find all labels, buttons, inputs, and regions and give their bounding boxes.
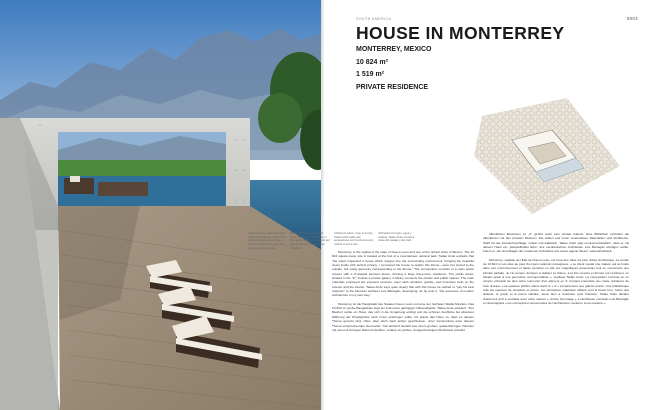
project-site-area: 10 824 m² xyxy=(356,59,388,66)
photo-caption-es: Utilizando hormigón, agua y madera, Tadao Ando enmarca vistas del paisaje y del cielo. xyxy=(378,232,414,243)
house-photograph xyxy=(0,0,322,410)
photo-caption-en: Long concrete, water and wood. Tadao Ando frames views of the natural setting and sky, like a frame of canvas; an open sky in the city during pictures. xyxy=(248,232,287,250)
body-text-left-column xyxy=(332,250,474,336)
body-text-right-column xyxy=(483,232,629,310)
body-paragraph: Monterrey is the capital of the state of Nuevo León and one of the richest cities of Mexico. The 10 824 square-meter site is located at the foot of a mountainous national park. Tadao Ando explains that "the client requested a house which merges into the surrounding environment, bringing the beautiful views inside with perfect privacy. I conceived the house to realize this theme—open but closed to the outside, but using geometry corresponding to the theme." The composition consists of a main space volume with a Z-shaped element above, forming a large three-story residence. The public areas, located in the "Z," include a private gallery. A library connects the private and public spaces. The main materials employed are exposed concrete, steel sash windows, granite, and limestone both on the exterior and the interior. Tadao Ando says quite clearly that with this house he wished to "pay his best respects" to the Mexican architect Luis Barragán, developing, as he puts it, "the essences of modern architecture in my own way." xyxy=(332,250,474,298)
body-paragraph: Monterrey, capitale de l'État de Nuevo León, est l'une des villes les plus riches du Mexique. Le terrain de 10 824 m² est situé au pied d'un parc national montagneux. « Le client voulait une maison qui se fonde dans son environnement et laisse pénétrer en elle les magnifiques panoramas tout en conservant une intimité parfaite. Je l'ai conçue de façon à réaliser ce thème, à la fois ouverte et fermée sur l'extérieur, en faisant appel à une géométrie correspondante », explique Tadao Ando. La composition consiste en un volume principal de plan carré surmonté d'un élément en Z, formant ensemble une vaste résidence de trois niveaux. Les espaces publics situés dans le « Z » comprennent une galerie privée. Une bibliothèque relie les espaces de réception et privés. Les principaux matériaux utilisés sont le béton brut, l'acier des châssis, le granit et la pierre calcaire, aussi bien à l'extérieur qu'à l'intérieur. Tadao Ando déclare clairement qu'il a souhaité avec cette maison « rendre hommage » à l'architecte mexicain Luis Barragán en développant « les conceptions personnelles de l'architecture moderne à ma manière ». xyxy=(483,257,629,306)
page-number: 0004 xyxy=(626,16,638,21)
project-type: PRIVATE RESIDENCE xyxy=(356,84,429,91)
body-paragraph: öffentlichen Bereichen im „Z“ gehört auch eine private Galerie. Eine Bibliothek verbindet die öffentlichen mit den privaten Räumen. Die außen und innen verwendeten Materialien sind Sichtbeton, Stahl für die Fensterbeschläge, Granit und Kalkstein. Tadao Ando sagt unmissverständlich, dass er mit diesem Haus ein „beispielhaftes Erbe“ des mexikanischen Architekten Luis Barragán würdigen wollte, indem er „die Grundlagen der modernen Architektur auf meine eigene Weise“ weiterentwickelt. xyxy=(483,232,629,254)
photo-caption-fr: Utilisant le béton, l'eau et le bois, Tadao Ando cadre des perspectives sur l'environnement naturel et sur le ciel. xyxy=(334,232,374,247)
article-title: HOUSE IN MONTERREY xyxy=(356,23,565,43)
project-location: MONTERREY, MEXICO xyxy=(356,46,432,53)
project-built-area: 1 519 m² xyxy=(356,71,385,78)
body-paragraph: Monterrey ist die Hauptstadt des Staates Nuevo León und eine der reichsten Städte Mexikos. Das 10 824 m² große Baugelände liegt am Fuß eines gebirgigen Nationalparks. Tadao Ando erläutert: "Der Bauherr wollte ein Haus, das sich in die Umgebung einfügt und die schönen Ausblicke bei absoluter Wahrung der Privatsphäre nach innen einbringen sollte. Ich plante das Haus so, dass es diesem Thema gerecht wird, offen, aber doch nach außen geschlossen, unter Verwendung einer diesem Thema entsprechenden Geometrie." Der Entwurf besteht aus einem großen, quaderförmigen Volumen mit einem Z-förmigen Element darüber, sodass ein großes, dreigeschossiges Wohnhaus entsteht. xyxy=(332,301,474,332)
section-kicker: SOUTH AMERICA xyxy=(356,17,392,21)
site-plan-drawing xyxy=(472,96,622,221)
photo-caption-de: Mit Beton, Wasser und Holz rahmt Tadao Ando Ausblicke in die natürliche Umgebung und auf offenen Himmel wie auf einer Leinwand. xyxy=(290,232,330,250)
